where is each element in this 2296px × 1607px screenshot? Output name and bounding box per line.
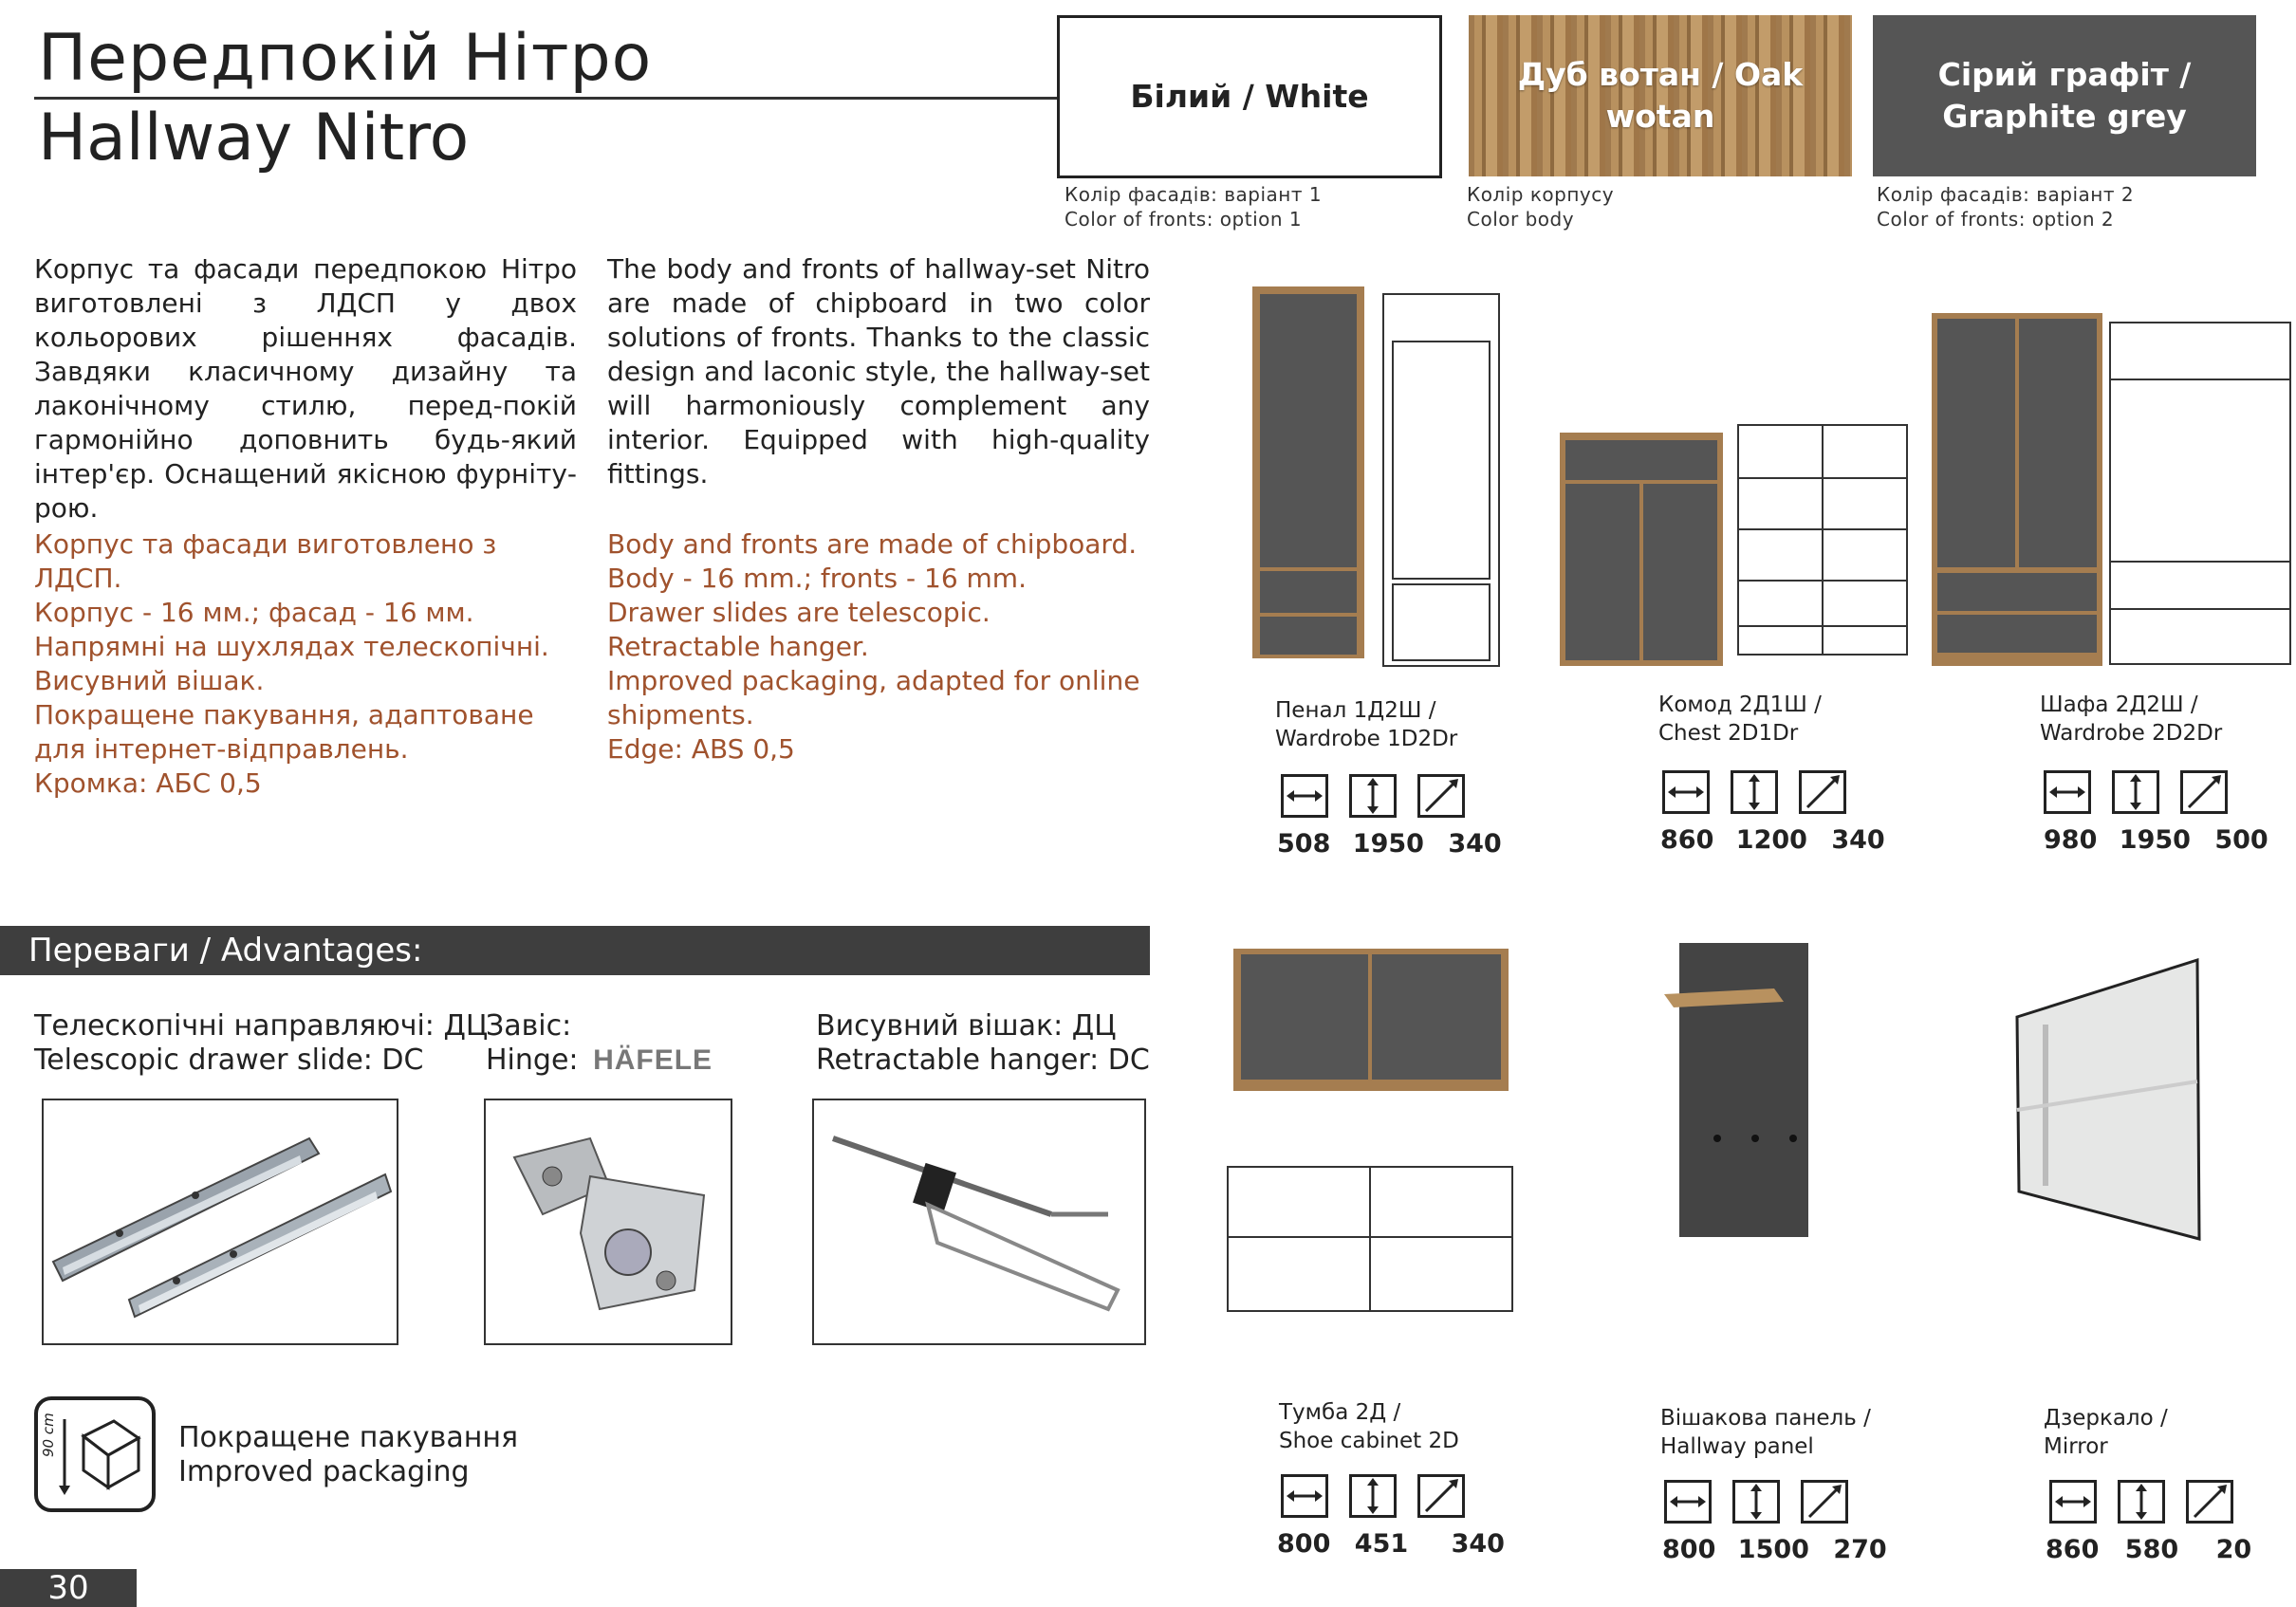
- depth-icon: [1801, 1480, 1848, 1524]
- width-icon: [1281, 1474, 1328, 1518]
- dim-height: 451: [1354, 1529, 1409, 1559]
- width-icon: [1662, 770, 1710, 814]
- product-name-ua: Дзеркало /: [2044, 1406, 2168, 1431]
- feature-hinge-text: [486, 1009, 713, 1078]
- spec-line: Корпус - 16 мм.; фасад - 16 мм.: [34, 597, 474, 628]
- feature-line: Telescopic drawer slide: DC: [34, 1044, 424, 1077]
- dim-values: [2044, 825, 2268, 855]
- page-title-ua: Передпокій Нітро: [38, 21, 653, 96]
- dim-depth: 340: [1448, 829, 1502, 859]
- height-icon: [1349, 774, 1397, 818]
- dim-height: 580: [2124, 1535, 2179, 1564]
- description-ua: Корпус та фасади передпокою Нітро виготовлені з ЛДСП у двох кольорових рішеннях фасадів. Завдяки класичному дизайну та лаконічному стилю, перед-покій гармонійно доповнить будь-який інтер'єр. Оснащений якісною фурніту-рою.: [34, 253, 577, 524]
- chest-2d1dr-image: [1552, 423, 1913, 679]
- spec-line: Edge: ABS 0,5: [607, 733, 795, 765]
- spec-line: Покращене пакування, адаптоване для інтернет-відправлень.: [34, 699, 534, 765]
- dim-width: 860: [1660, 825, 1714, 855]
- product-chest-2d1dr: [1658, 691, 1822, 748]
- dim-values: [1662, 1535, 1887, 1564]
- caption-line: Колір корпусу: [1467, 183, 1615, 206]
- dim-height: 1950: [1352, 829, 1424, 859]
- hanger-image: [812, 1099, 1146, 1345]
- dim-height: 1200: [1735, 825, 1807, 855]
- depth-icon: [2180, 770, 2228, 814]
- hafele-logo: HÄFELE: [593, 1044, 713, 1076]
- swatch-white-label: Білий / White: [1130, 78, 1369, 115]
- dim-values: [1660, 825, 1885, 855]
- product-wardrobe-1d2dr: [1275, 696, 1457, 753]
- feature-line: Завіс:: [486, 1009, 572, 1043]
- dim-values: [1277, 1529, 1505, 1559]
- svg-text:90 cm: 90 cm: [40, 1413, 57, 1457]
- swatch-white: [1057, 15, 1442, 178]
- description-en: The body and fronts of hallway-set Nitro are made of chipboard in two color solutions of fronts. Thanks to the classic design and laconic style, the hallway-set will harmoniously complement any interior. Equipped with high-quality fittings.: [607, 253, 1150, 489]
- caption-line: Color of fronts: option 1: [1065, 208, 1303, 231]
- product-hallway-panel: [1660, 1404, 1871, 1461]
- page-title-en: Hallway Nitro: [38, 101, 470, 175]
- width-icon: [1281, 774, 1328, 818]
- swatch-white-caption: [1065, 182, 1322, 231]
- spec-line: Висувний вішак.: [34, 665, 265, 696]
- packaging-line: Покращене пакування: [178, 1421, 518, 1454]
- specs-ua: [34, 527, 584, 801]
- spec-line: Improved packaging, adapted for online shipments.: [607, 665, 1140, 730]
- advantages-header: Переваги / Advantages:: [0, 926, 1150, 975]
- height-icon: [1349, 1474, 1397, 1518]
- dim-depth: 500: [2214, 825, 2268, 855]
- swatch-graphite: [1873, 15, 2256, 176]
- feature-hinge-label: Hinge:: [486, 1044, 579, 1077]
- feature-line: [486, 1044, 713, 1078]
- drawer-slide-image: [42, 1099, 398, 1345]
- height-icon: [2112, 770, 2159, 814]
- hinge-image: [484, 1099, 732, 1345]
- product-mirror: [2044, 1404, 2168, 1461]
- dim-icons: [1281, 774, 1465, 818]
- dim-values: [1277, 829, 1502, 859]
- depth-icon: [1417, 1474, 1465, 1518]
- wardrobe-1d2dr-image: [1233, 275, 1518, 674]
- product-shoe-cabinet: [1279, 1398, 1459, 1455]
- product-name-en: Shoe cabinet 2D: [1279, 1429, 1459, 1453]
- feature-line: Retractable hanger: DC: [816, 1044, 1150, 1077]
- dim-depth: 340: [1451, 1529, 1505, 1559]
- swatch-graphite-label-2: Graphite grey: [1942, 98, 2187, 135]
- spec-line: Retractable hanger.: [607, 631, 869, 662]
- swatch-oak-caption: [1467, 182, 1614, 231]
- product-wardrobe-2d2dr: [2040, 691, 2222, 748]
- feature-hanger-text: [816, 1009, 1150, 1078]
- product-name-en: Mirror: [2044, 1434, 2108, 1459]
- spec-line: Корпус та фасади виготовлено з ЛДСП.: [34, 528, 497, 594]
- width-icon: [1664, 1480, 1712, 1524]
- product-name-ua: Комод 2Д1Ш /: [1658, 693, 1822, 717]
- dim-depth: 20: [2215, 1535, 2252, 1564]
- swatch-oak-label: Дуб вотан / Oak wotan: [1517, 56, 1804, 135]
- dim-icons: [2049, 1480, 2233, 1524]
- packaging-text: [178, 1421, 518, 1489]
- wardrobe-2d2dr-image: [1922, 305, 2296, 679]
- spec-line: Кромка: АБС 0,5: [34, 767, 262, 799]
- depth-icon: [2186, 1480, 2233, 1524]
- caption-line: Колір фасадів: варіант 2: [1877, 183, 2135, 206]
- product-name-ua: Шафа 2Д2Ш /: [2040, 693, 2198, 717]
- swatch-graphite-caption: [1877, 182, 2134, 231]
- mirror-image: [2008, 958, 2207, 1243]
- product-name-ua: Пенал 1Д2Ш /: [1275, 698, 1436, 723]
- spec-line: Body - 16 mm.; fronts - 16 mm.: [607, 563, 1027, 594]
- product-name-en: Hallway panel: [1660, 1434, 1814, 1459]
- feature-slide-text: [34, 1009, 488, 1078]
- swatch-oak: [1469, 15, 1852, 176]
- product-name-en: Wardrobe 2D2Dr: [2040, 721, 2223, 746]
- hinge-icon: [514, 1138, 704, 1309]
- product-name-ua: Вішакова панель /: [1660, 1406, 1871, 1431]
- spec-line: Body and fronts are made of chipboard.: [607, 528, 1138, 560]
- packaging-icon: [34, 1396, 156, 1512]
- caption-line: Колір фасадів: варіант 1: [1065, 183, 1323, 206]
- title-divider: [34, 97, 1059, 100]
- dim-width: 860: [2046, 1535, 2100, 1564]
- dim-icons: [1662, 770, 1846, 814]
- swatch-graphite-label-1: Сірий графіт /: [1937, 56, 2192, 93]
- dim-width: 980: [2044, 825, 2098, 855]
- height-icon: [1731, 770, 1778, 814]
- feature-line: Висувний вішак: ДЦ: [816, 1009, 1117, 1043]
- shoe-cabinet-image: [1224, 933, 1528, 1332]
- product-name-ua: Тумба 2Д /: [1279, 1400, 1401, 1425]
- caption-line: Color body: [1467, 208, 1575, 231]
- height-icon: [2118, 1480, 2165, 1524]
- retractable-hanger-icon: [833, 1138, 1118, 1309]
- packaging-line: Improved packaging: [178, 1455, 470, 1488]
- dim-depth: 340: [1831, 825, 1885, 855]
- dim-width: 800: [1662, 1535, 1716, 1564]
- dim-icons: [1281, 1474, 1465, 1518]
- specs-en: [607, 527, 1150, 767]
- dim-icons: [1664, 1480, 1848, 1524]
- product-name-en: Wardrobe 1D2Dr: [1275, 727, 1458, 751]
- feature-line: Телескопічні направляючі: ДЦ: [34, 1009, 489, 1043]
- hallway-panel-image: [1651, 939, 1822, 1243]
- spec-line: Напрямні на шухлядах телескопічні.: [34, 631, 549, 662]
- width-icon: [2049, 1480, 2097, 1524]
- dim-depth: 270: [1833, 1535, 1887, 1564]
- dim-height: 1500: [1737, 1535, 1809, 1564]
- depth-icon: [1417, 774, 1465, 818]
- page-number: 30: [0, 1569, 137, 1607]
- dim-icons: [2044, 770, 2228, 814]
- caption-line: Color of fronts: option 2: [1877, 208, 2115, 231]
- dim-width: 508: [1277, 829, 1331, 859]
- spec-line: Drawer slides are telescopic.: [607, 597, 991, 628]
- dim-width: 800: [1277, 1529, 1331, 1559]
- dim-values: [2046, 1535, 2251, 1564]
- dim-height: 1950: [2119, 825, 2191, 855]
- drawer-slide-icon: [53, 1138, 391, 1317]
- product-name-en: Chest 2D1Dr: [1658, 721, 1799, 746]
- height-icon: [1732, 1480, 1780, 1524]
- width-icon: [2044, 770, 2091, 814]
- depth-icon: [1799, 770, 1846, 814]
